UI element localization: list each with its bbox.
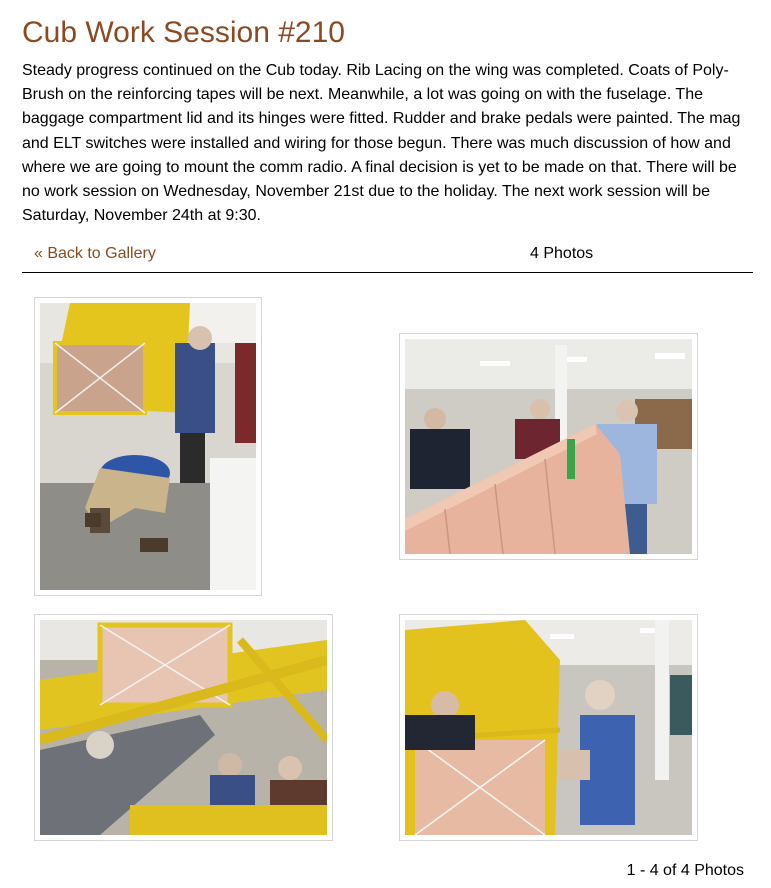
gallery-nav-bar [22, 242, 753, 273]
photo-thumbnail-4[interactable] [399, 614, 698, 841]
photo-thumbnail-1[interactable] [34, 297, 262, 596]
photo-image-3 [40, 620, 327, 835]
photo-image-4 [405, 620, 692, 835]
photo-thumbnail-3[interactable] [34, 614, 333, 841]
page-title: Cub Work Session #210 [22, 16, 345, 49]
photo-image-1 [40, 303, 256, 590]
session-description: Steady progress continued on the Cub today. Rib Lacing on the wing was completed. Coats of Poly-Brush on the reinforcing tapes will be next. Meanwhile, a lot was going on with the fuselage. The baggage compartment lid and its hinges were fitted. Rudder and brake pedals were painted. The mag and ELT switches were installed and wiring for those begun. There was much discussion of how and where we are going to mount the comm radio. A final decision is yet to be made on that. There will be no work session on Wednesday, November 21st due to the holiday. The next work session will be Saturday, November 24th at 9:30. [22, 62, 741, 225]
photo-thumbnail-2[interactable] [399, 333, 698, 560]
photo-count: 4 Photos [530, 245, 594, 262]
photo-image-2 [405, 339, 692, 554]
pagination-summary: 1 - 4 of 4 Photos [626, 862, 744, 879]
back-to-gallery-link[interactable]: « Back to Gallery [34, 245, 156, 262]
